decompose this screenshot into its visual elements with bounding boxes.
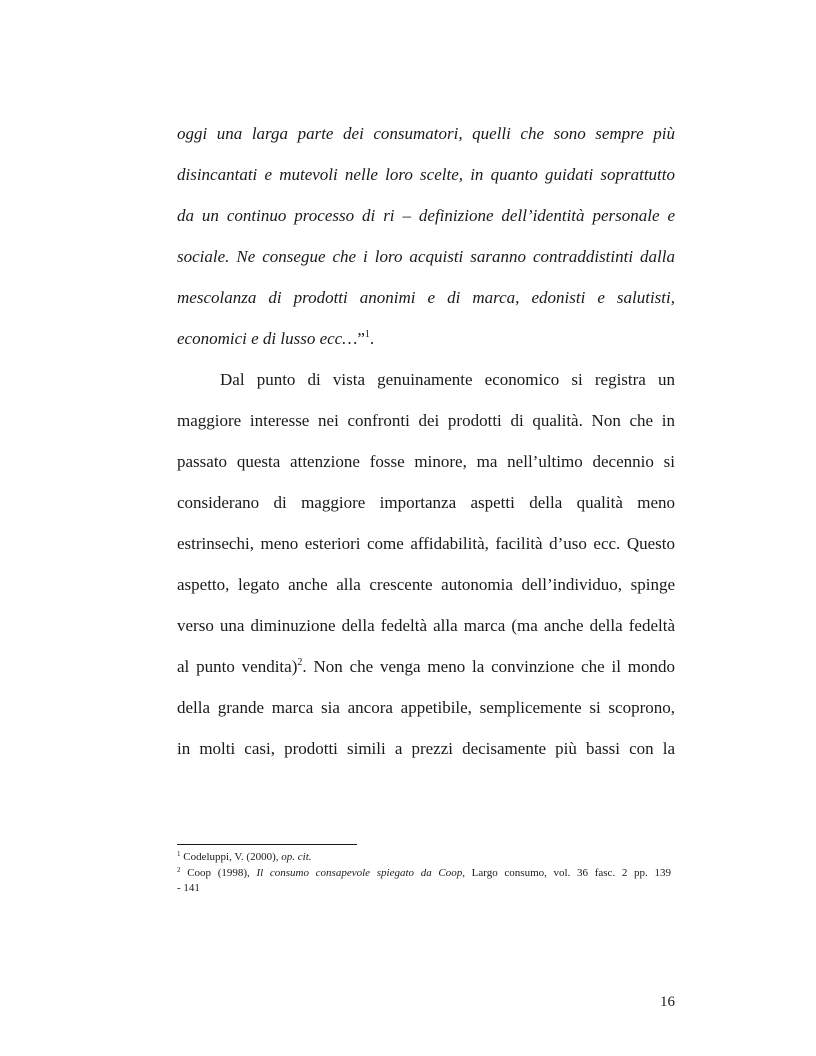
quote-close-mark: ” [357, 329, 365, 348]
footnote-1 [177, 851, 671, 864]
footnote-text: Codeluppi, V. (2000), [183, 851, 282, 863]
paragraph-line: passato questa attenzione fosse minore, ma nell’ultimo decennio si [177, 452, 675, 471]
footnote-2-continuation: - 141 [177, 882, 200, 894]
quote-line: sociale. Ne consegue che i loro acquisti saranno contraddistinti dalla [177, 247, 675, 266]
paragraph-line: della grande marca sia ancora appetibile, semplicemente si scoprono, [177, 698, 675, 717]
paragraph-line-with-ref [177, 657, 675, 677]
paragraph-line: maggiore interesse nei confronti dei prodotti di qualità. Non che in [177, 411, 675, 430]
paragraph-line: verso una diminuzione della fedeltà alla marca (ma anche della fedeltà [177, 616, 675, 635]
quote-line: oggi una larga parte dei consumatori, quelli che sono sempre più [177, 124, 675, 143]
footnote-ref-1[interactable]: 1 [364, 329, 370, 340]
quote-line: mescolanza di prodotti anonimi e di marca, edonisti e salutisti, [177, 288, 675, 307]
paragraph-line: in molti casi, prodotti simili a prezzi decisamente più bassi con la [177, 739, 675, 758]
paragraph-text: . Non che venga meno la convinzione che il mondo [302, 657, 675, 676]
paragraph-text: al punto vendita) [177, 657, 298, 676]
quote-end: . [369, 329, 375, 348]
page-number: 16 [660, 994, 675, 1010]
footnote-separator [177, 844, 357, 845]
quote-line: economici e di lusso ecc… [177, 329, 358, 348]
quote-final-line [177, 329, 675, 349]
footnote-ref-2[interactable]: 2 [297, 657, 303, 668]
paragraph-line: considerano di maggiore importanza aspetti della qualità meno [177, 493, 675, 512]
paragraph-line: aspetto, legato anche alla crescente autonomia dell’individuo, spinge [177, 575, 675, 594]
quote-line: da un continuo processo di ri – definizione dell’identità personale e [177, 206, 675, 225]
footnote-number: 2 [177, 866, 181, 874]
paragraph-line: estrinsechi, meno esteriori come affidabilità, facilità d’uso ecc. Questo [177, 534, 675, 553]
footnote-italic: op. cit. [281, 851, 312, 863]
footnote-italic: Il consumo consapevole spiegato da Coop [256, 867, 463, 879]
footnote-text: , Largo consumo, vol. 36 fasc. 2 pp. 139 [462, 867, 671, 879]
quote-line: disincantati e mutevoli nelle loro scelte, in quanto guidati soprattutto [177, 165, 675, 184]
footnote-2 [177, 867, 671, 880]
paragraph-line: Dal punto di vista genuinamente economico si registra un [220, 370, 675, 389]
footnote-text: Coop (1998), [187, 867, 257, 879]
footnote-number: 1 [177, 850, 181, 858]
